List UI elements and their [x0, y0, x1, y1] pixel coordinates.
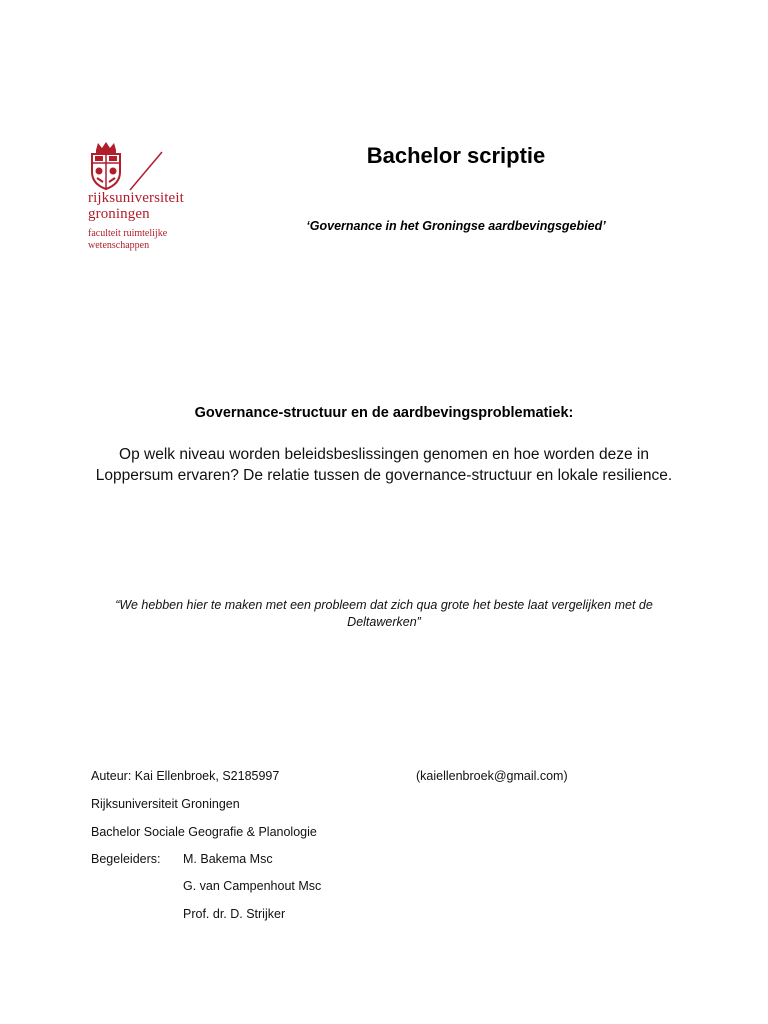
document-subtitle: ‘Governance in het Groningse aardbevingsgebied’	[306, 219, 606, 233]
author-email: (kaiellenbroek@gmail.com)	[416, 769, 568, 783]
supervisor-item: Prof. dr. D. Strijker	[183, 907, 286, 921]
document-title: Bachelor scriptie	[366, 143, 546, 168]
program-line: Bachelor Sociale Geografie & Planologie	[91, 825, 317, 839]
university-name-line2: groningen	[88, 206, 150, 222]
faculty-name-line1: faculteit ruimtelijke	[88, 228, 168, 239]
research-question: Op welk niveau worden beleidsbeslissingen genomen en hoe worden deze in Loppersum ervaren? De relatie tussen de governance-structuur en lokale resilience.	[95, 446, 673, 484]
faculty-name	[88, 228, 167, 252]
university-logo	[86, 138, 226, 254]
section-heading: Governance-structuur en de aardbevingsproblematiek:	[194, 405, 574, 421]
university-line: Rijksuniversiteit Groningen	[91, 797, 240, 811]
faculty-name-line2: wetenschappen	[88, 240, 150, 251]
university-name-line1: rijksuniversiteit	[88, 190, 184, 206]
supervisor-item: G. van Campenhout Msc	[183, 879, 322, 893]
supervisors-label: Begeleiders:	[91, 852, 161, 866]
supervisor-item: M. Bakema Msc	[183, 852, 273, 866]
university-name	[88, 190, 184, 222]
logo-slash-icon	[126, 150, 166, 192]
author-line: Auteur: Kai Ellenbroek, S2185997	[91, 769, 280, 783]
crest-icon	[88, 140, 124, 190]
epigraph-quote: “We hebben hier te maken met een probleem dat zich qua grote het beste laat vergelijken met de Deltawerken”	[115, 598, 653, 629]
